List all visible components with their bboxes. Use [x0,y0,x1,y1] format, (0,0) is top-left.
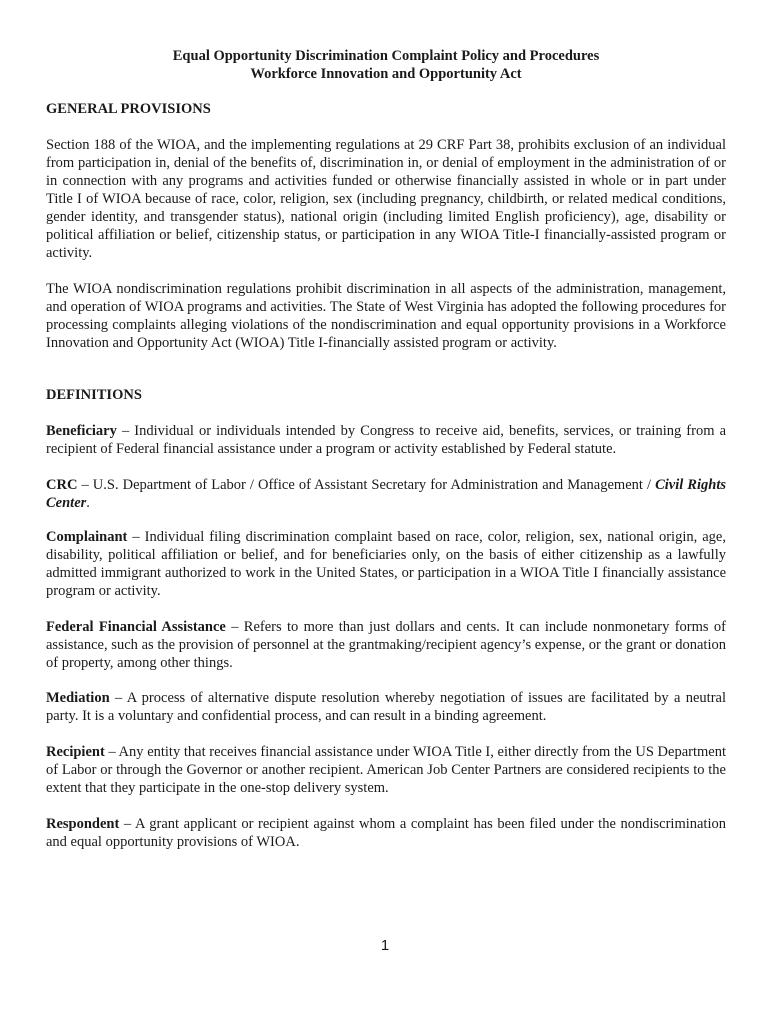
definition-term: Federal Financial Assistance [46,619,226,635]
definition-term: Beneficiary [46,423,117,439]
document-title-block [46,47,726,83]
general-provisions-paragraph-2: The WIOA nondiscrimination regulations prohibit discrimination in all aspects of the administration, management, and operation of WIOA programs and activities. The State of West Virginia has adopted the following procedures for processing complaints alleging violations of the nondiscrimination and equal opportunity provisions in a Workforce Innovation and Opportunity Act (WIOA) Title I-financially assisted program or activity. [46,281,726,351]
definition-text: – U.S. Department of Labor / Office of Assistant Secretary for Administration and Management / [77,477,656,493]
definition-term: Recipient [46,744,105,760]
definition-text: – Individual filing discrimination complaint based on race, color, religion, sex, national origin, age, disability, political affiliation or belief, and for beneficiaries only, on the basis of either citizenship as a lawfully admitted immigrant authorized to work in the United States, or participation in a WIOA Title I financially assistance program or activity. [46,529,726,599]
general-provisions-paragraph-1: Section 188 of the WIOA, and the implementing regulations at 29 CRF Part 38, prohibits exclusion of an individual from participation in, denial of the benefits of, discrimination in, or denial of employment in the administration of or in connection with any programs and activities funded or otherwise financially assisted in whole or in part under Title I of WIOA because of race, color, religion, sex (including pregnancy, childbirth, or related medical conditions, gender identity, and transgender status), national origin (including limited English proficiency), age, disability or political affiliation or belief, citizenship status, or participation in any WIOA Title-I financially-assisted program or activity. [46,137,726,261]
definition-term: Respondent [46,816,120,832]
definition-recipient [46,743,726,797]
definition-term: CRC [46,477,78,493]
general-provisions-heading: GENERAL PROVISIONS [46,101,211,117]
definition-term: Mediation [46,690,110,706]
definition-end: . [86,495,90,511]
definition-beneficiary [46,422,726,458]
definition-mediation [46,689,726,725]
definition-text: – Any entity that receives financial assistance under WIOA Title I, either directly from the US Department of Labor or through the Governor or another recipient. American Job Center Partners are considered recipients to the extent that they participate in the one-stop delivery system. [46,744,726,796]
definition-emphasis: Civil Rights Center [46,477,726,511]
definition-complainant [46,528,726,600]
definition-text: – A process of alternative dispute resolution whereby negotiation of issues are facilitated by a neutral party. It is a voluntary and confidential process, and can result in a binding agreement. [46,690,726,724]
definition-crc [46,476,726,512]
definition-respondent [46,815,726,851]
document-subtitle: Workforce Innovation and Opportunity Act [250,66,522,82]
document-title: Equal Opportunity Discrimination Complaint Policy and Procedures [172,48,600,64]
page-number: 1 [380,937,390,954]
definition-text: – Refers to more than just dollars and cents. It can include nonmonetary forms of assistance, such as the provision of personnel at the grantmaking/recipient agency’s expense, or the grant or donation of property, among other things. [46,619,726,671]
definition-federal-financial-assistance [46,618,726,672]
definition-text: – Individual or individuals intended by Congress to receive aid, benefits, services, or training from a recipient of Federal financial assistance under a program or activity established by Federal statute. [46,423,726,457]
definition-term: Complainant [46,529,128,545]
definition-text: – A grant applicant or recipient against whom a complaint has been filed under the nondiscrimination and equal opportunity provisions of WIOA. [46,816,726,850]
definitions-heading: DEFINITIONS [46,387,142,403]
